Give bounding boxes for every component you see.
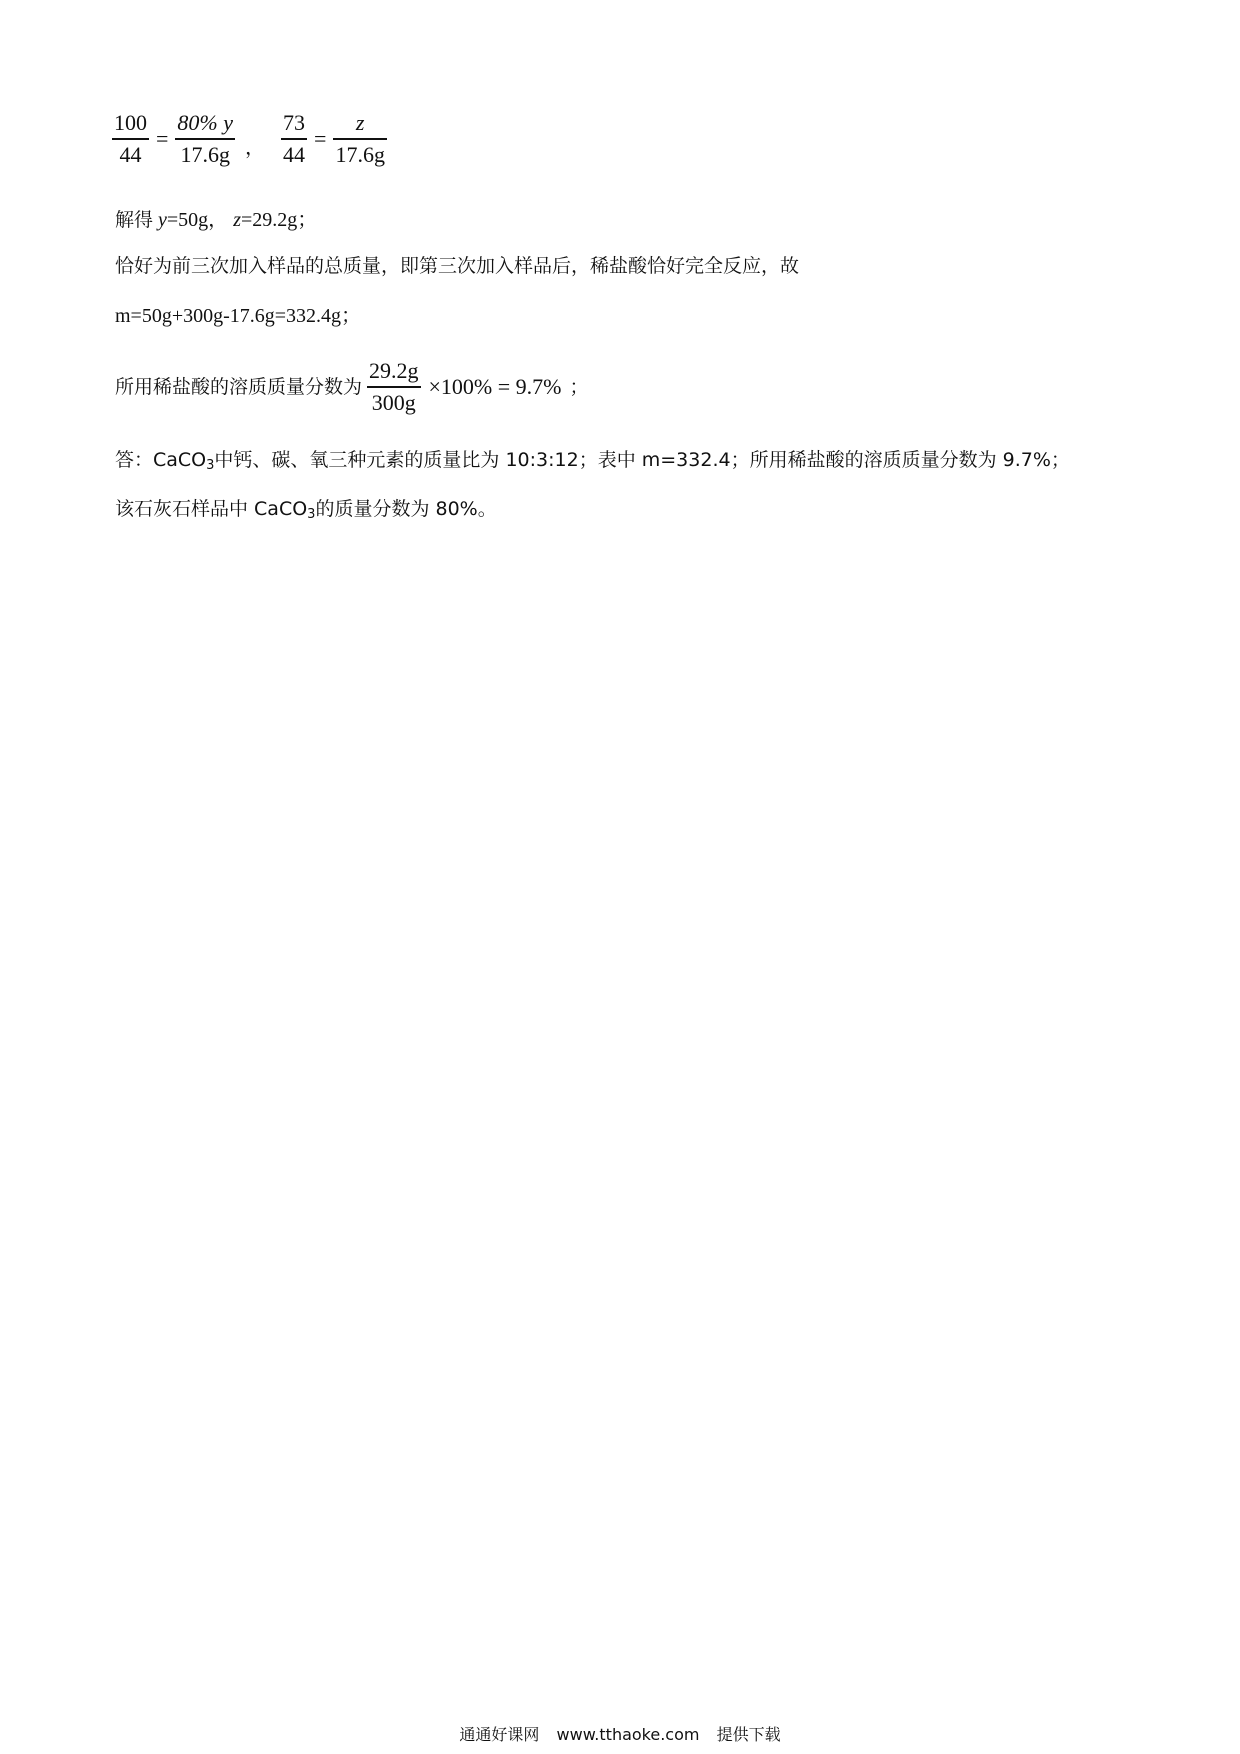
page-footer (0, 1722, 1240, 1745)
fraction-numerator: z (333, 108, 387, 140)
fraction-numerator: 29.2g (367, 356, 421, 388)
answer-line-1: 答：CaCO$_3$中钙、碳、氧三种元素的质量比为 10:3:12；表中 m=332.4；所用稀盐酸的溶质质量分数为 9.7%； (115, 449, 1070, 473)
equals-sign: = (314, 126, 327, 151)
fraction-denominator: 300g (371, 390, 416, 415)
footer-site-name: 通通好课网 (459, 1725, 540, 1744)
percent-result: ×100% = 9.7% (428, 374, 562, 399)
calculation-m: m=50g+300g-17.6g=332.4g； (115, 305, 362, 327)
solve-line: 解得 y=50g， z=29.2g； (115, 209, 318, 231)
fraction-numerator: 80% y (175, 108, 235, 140)
fraction-100-over-44 (112, 108, 149, 170)
footer-url-link[interactable]: www.tthaoke.com (556, 1725, 700, 1744)
footer-action-text: 提供下载 (716, 1725, 781, 1744)
answer-line-2: 该石灰石样品中 CaCO$_3$的质量分数为 80%。 (115, 498, 497, 522)
fraction-80y-over-17-6g (175, 108, 235, 170)
fraction-denominator: 44 (283, 142, 306, 167)
fraction-73-over-44 (281, 108, 307, 170)
fraction-numerator: 100 (112, 108, 149, 140)
fraction-denominator: 17.6g (335, 142, 385, 167)
fraction-29-2g-over-300g (367, 356, 421, 418)
paragraph-text: 恰好为前三次加入样品的总质量，即第三次加入样品后，稀盐酸恰好完全反应，故 (115, 255, 800, 277)
separator: ， (245, 134, 266, 159)
fraction-denominator: 17.6g (180, 142, 230, 167)
fraction-denominator: 44 (119, 142, 142, 167)
fraction-z-over-17-6g (333, 108, 387, 170)
mass-fraction-line: 所用稀盐酸的溶质质量分数为 $\frac{29.2g}{300g}$ ×100% = 9.7% ； (115, 356, 589, 418)
fraction-numerator: 73 (281, 108, 307, 140)
proportion-equations (112, 108, 387, 170)
equals-sign: = (156, 126, 169, 151)
